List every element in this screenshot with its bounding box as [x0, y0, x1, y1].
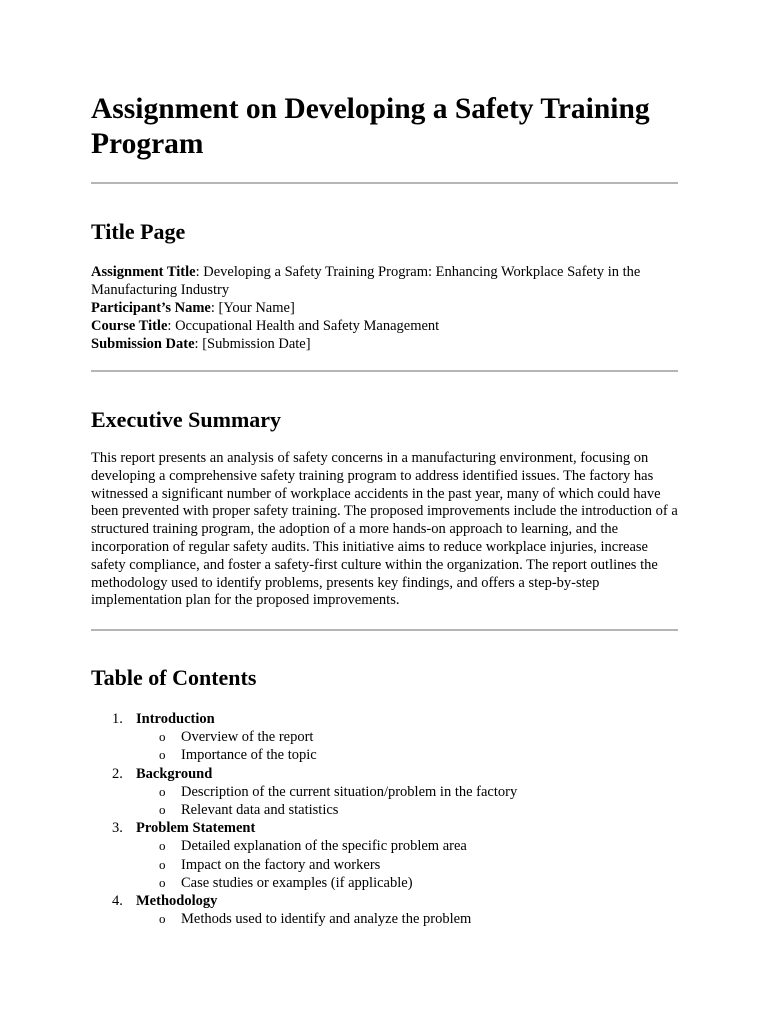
- toc-item-background: [91, 765, 678, 783]
- toc-subitem: [91, 801, 678, 819]
- field-value: Occupational Health and Safety Management: [175, 318, 440, 334]
- divider: [91, 370, 678, 372]
- toc-number: 1.: [112, 711, 123, 727]
- field-submission-date: Submission Date: [Submission Date]: [91, 336, 311, 352]
- field-value: Developing a Safety Training Program: Enhancing Workplace Safety in the Manufacturing Industry: [91, 264, 641, 298]
- toc-item-introduction: [91, 710, 678, 728]
- field-participant-name: Participant’s Name: [Your Name]: [91, 300, 295, 316]
- toc-subitem-text: Overview of the report: [181, 729, 314, 746]
- toc-title: Introduction: [136, 711, 215, 727]
- toc-number: 3.: [112, 820, 123, 837]
- title-page-fields: [91, 263, 678, 353]
- toc-subitem: [91, 874, 678, 892]
- toc-subitem: [91, 837, 678, 855]
- field-label: Assignment Title: [91, 264, 196, 280]
- table-of-contents: [91, 710, 678, 928]
- document-title: Assignment on Developing a Safety Training Program: [91, 93, 650, 160]
- toc-subitem-text: Importance of the topic: [181, 747, 317, 764]
- toc-title: Problem Statement: [136, 820, 256, 837]
- toc-subitem-text: Methods used to identify and analyze the problem: [181, 911, 472, 928]
- toc-title: Background: [136, 765, 213, 782]
- field-label: Participant’s Name: [91, 300, 211, 316]
- toc-subitem: [91, 783, 678, 801]
- toc-subitem-text: Case studies or examples (if applicable): [181, 874, 413, 891]
- field-label: Course Title: [91, 318, 168, 334]
- executive-summary-body: This report presents an analysis of safety concerns in a manufacturing environment, focusing on developing a comprehensive safety training program to address identified issues. The factory has witnessed a significant number of workplace accidents in the past year, many of which could have been prevented with proper safety training. The proposed improvements include the introduction of a structured training program, the adoption of a more hands-on approach to learning, and the incorporation of regular safety audits. This initiative aims to reduce workplace injuries, increase safety compliance, and foster a safety-first culture within the organization. The report outlines the methodology used to identify problems, presents key findings, and offers a step-by-step implementation plan for the proposed improvements.: [91, 450, 678, 609]
- toc-number: 2.: [112, 765, 123, 782]
- toc-title: Methodology: [136, 893, 218, 910]
- field-value: [Submission Date]: [202, 336, 311, 352]
- field-assignment-title: Assignment Title: Developing a Safety Training Program: Enhancing Workplace Safety in the Manufacturing Industry: [91, 264, 641, 298]
- bullet-icon: o: [159, 783, 166, 799]
- divider: [91, 182, 678, 184]
- bullet-icon: o: [159, 856, 166, 872]
- toc-subitem-text: Impact on the factory and workers: [181, 856, 381, 873]
- field-value: [Your Name]: [218, 300, 295, 316]
- title-page-heading: Title Page: [91, 219, 186, 244]
- field-course-title: Course Title: Occupational Health and Safety Management: [91, 318, 440, 334]
- toc-subitem: [91, 856, 678, 874]
- toc-item-problem-statement: [91, 819, 678, 837]
- toc-subitem-text: Detailed explanation of the specific problem area: [181, 838, 467, 855]
- toc-item-methodology: [91, 892, 678, 910]
- divider: [91, 629, 678, 631]
- bullet-icon: o: [159, 729, 166, 745]
- toc-subitem-text: Relevant data and statistics: [181, 802, 339, 819]
- toc-subitem-text: Description of the current situation/problem in the factory: [181, 783, 518, 800]
- toc-heading: Table of Contents: [91, 665, 257, 690]
- bullet-icon: o: [159, 838, 166, 854]
- field-label: Submission Date: [91, 336, 195, 352]
- toc-subitem: [91, 746, 678, 764]
- bullet-icon: o: [159, 802, 166, 818]
- bullet-icon: o: [159, 747, 166, 763]
- executive-summary-heading: Executive Summary: [91, 407, 282, 432]
- toc-subitem: [91, 910, 678, 928]
- toc-subitem: [91, 728, 678, 746]
- toc-number: 4.: [112, 893, 123, 910]
- bullet-icon: o: [159, 874, 166, 890]
- bullet-icon: o: [159, 911, 166, 927]
